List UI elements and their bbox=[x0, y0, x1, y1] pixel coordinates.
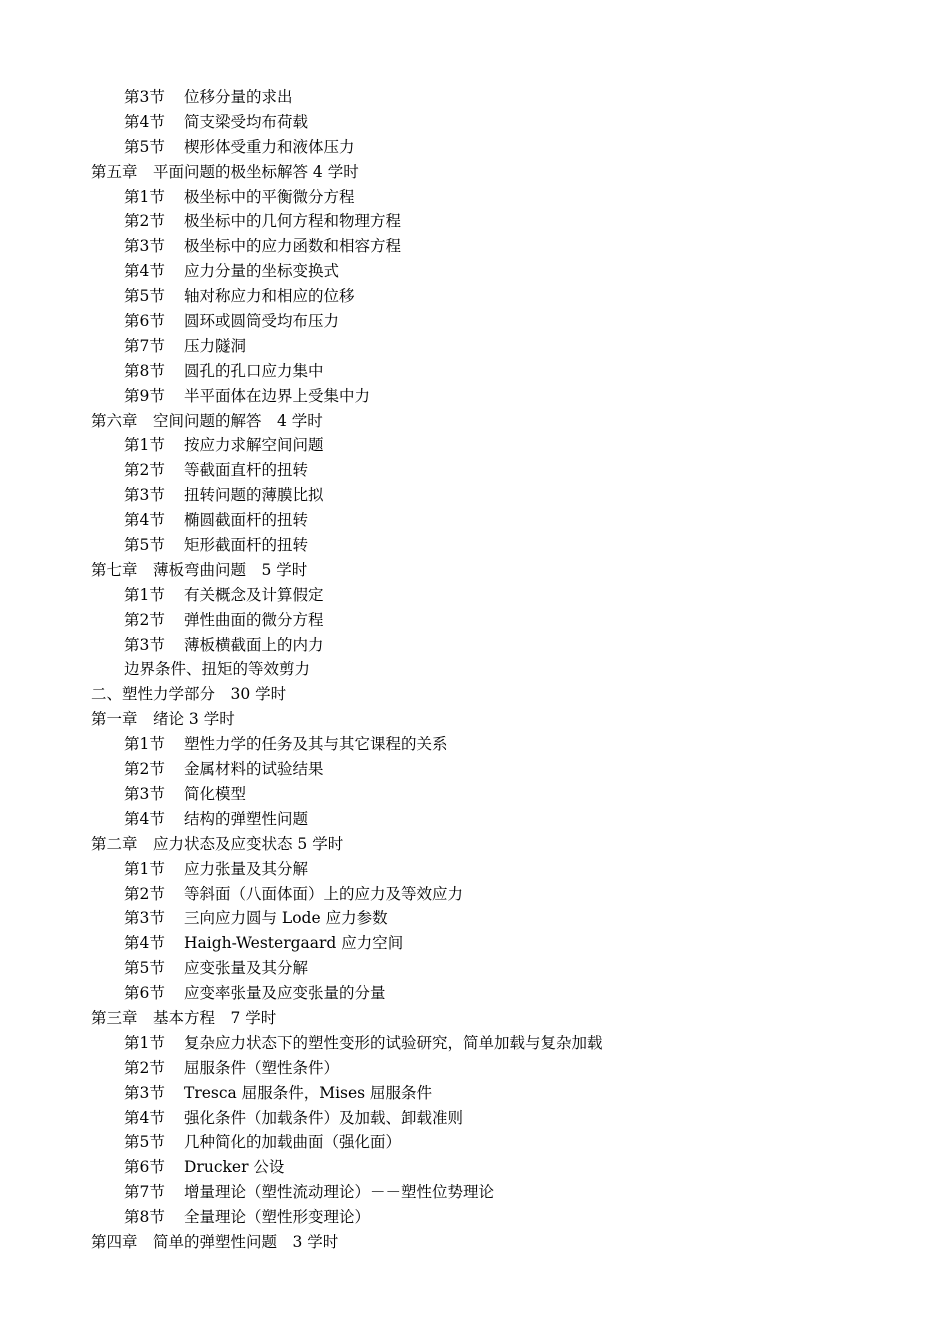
section-number: 第7节 bbox=[124, 1183, 165, 1202]
section-title: 圆环或圆筒受均布压力 bbox=[184, 312, 340, 331]
section-title: 极坐标中的平衡微分方程 bbox=[184, 187, 355, 206]
section-title: Haigh-Westergaard 应力空间 bbox=[184, 934, 404, 953]
section-title: 结构的弹塑性问题 bbox=[184, 809, 309, 828]
section-number: 第4节 bbox=[124, 262, 165, 281]
section-number: 第2节 bbox=[124, 1058, 165, 1077]
section-number: 第1节 bbox=[124, 187, 165, 206]
section-title: 椭圆截面杆的扭转 bbox=[184, 511, 309, 530]
section-number: 第4节 bbox=[124, 934, 165, 953]
section-number: 第8节 bbox=[124, 361, 165, 380]
section-title: 楔形体受重力和液体压力 bbox=[184, 137, 355, 156]
section-title: 简化模型 bbox=[184, 784, 247, 803]
chapter-heading: 二、塑性力学部分 30 学时 bbox=[91, 685, 287, 704]
section-title: 按应力求解空间问题 bbox=[184, 436, 324, 455]
section-title: 弹性曲面的微分方程 bbox=[184, 610, 324, 629]
section-title: 三向应力圆与 Lode 应力参数 bbox=[184, 909, 388, 928]
section-line bbox=[0, 608, 950, 633]
section-number: 第3节 bbox=[124, 486, 165, 505]
section-line bbox=[0, 334, 950, 359]
section-number: 第2节 bbox=[124, 610, 165, 629]
section-number: 第1节 bbox=[124, 859, 165, 878]
section-line bbox=[0, 981, 950, 1006]
section-title: 位移分量的求出 bbox=[184, 88, 293, 106]
chapter-heading: 第七章 薄板弯曲问题 5 学时 bbox=[91, 560, 308, 579]
document-page bbox=[0, 85, 950, 1255]
section-number: 第4节 bbox=[124, 112, 165, 131]
section-title: 简支梁受均布荷载 bbox=[184, 112, 309, 131]
section-title: 强化条件（加载条件）及加载、卸载准则 bbox=[184, 1108, 464, 1127]
section-title: 半平面体在边界上受集中力 bbox=[184, 386, 371, 405]
section-line bbox=[0, 110, 950, 135]
section-title: 压力隧洞 bbox=[184, 336, 247, 355]
section-line bbox=[0, 956, 950, 981]
section-title: 应力张量及其分解 bbox=[184, 859, 309, 878]
section-line bbox=[0, 483, 950, 508]
section-line bbox=[0, 533, 950, 558]
chapter-heading: 第二章 应力状态及应变状态 5 学时 bbox=[91, 834, 344, 853]
section-title: 薄板横截面上的内力 bbox=[184, 635, 324, 654]
section-title: 圆孔的孔口应力集中 bbox=[184, 361, 324, 380]
section-number: 第3节 bbox=[124, 88, 165, 106]
section-line bbox=[0, 135, 950, 160]
section-number: 第2节 bbox=[124, 461, 165, 480]
section-line bbox=[0, 732, 950, 757]
section-number: 第5节 bbox=[124, 536, 165, 555]
section-number: 第1节 bbox=[124, 585, 165, 604]
section-number: 第5节 bbox=[124, 287, 165, 306]
text-line: 边界条件、扭矩的等效剪力 bbox=[124, 660, 311, 679]
section-title: 复杂应力状态下的塑性变形的试验研究，简单加载与复杂加载 bbox=[184, 1033, 603, 1052]
section-number: 第3节 bbox=[124, 635, 165, 654]
section-number: 第6节 bbox=[124, 312, 165, 331]
section-line bbox=[0, 359, 950, 384]
section-title: 等斜面（八面体面）上的应力及等效应力 bbox=[184, 884, 464, 903]
section-number: 第1节 bbox=[124, 1033, 165, 1052]
section-title: 应变率张量及应变张量的分量 bbox=[184, 984, 386, 1003]
chapter-heading: 第一章 绪论 3 学时 bbox=[91, 710, 235, 729]
chapter-heading: 第四章 简单的弹塑性问题 3 学时 bbox=[91, 1232, 339, 1251]
section-line bbox=[0, 857, 950, 882]
section-number: 第7节 bbox=[124, 336, 165, 355]
section-title: 几种简化的加载曲面（强化面） bbox=[184, 1133, 402, 1152]
section-number: 第5节 bbox=[124, 137, 165, 156]
section-number: 第4节 bbox=[124, 1108, 165, 1127]
section-line bbox=[0, 757, 950, 782]
section-title: 金属材料的试验结果 bbox=[184, 760, 324, 779]
section-line bbox=[0, 1180, 950, 1205]
section-number: 第5节 bbox=[124, 959, 165, 978]
section-title: 极坐标中的几何方程和物理方程 bbox=[184, 212, 402, 231]
section-title: 全量理论（塑性形变理论） bbox=[184, 1208, 371, 1227]
section-number: 第2节 bbox=[124, 884, 165, 903]
section-number: 第3节 bbox=[124, 1083, 165, 1102]
chapter-heading: 第三章 基本方程 7 学时 bbox=[91, 1008, 277, 1027]
section-line bbox=[0, 209, 950, 234]
chapter-heading: 第五章 平面问题的极坐标解答 4 学时 bbox=[91, 162, 359, 181]
section-title: Drucker 公设 bbox=[184, 1158, 285, 1177]
section-line bbox=[0, 458, 950, 483]
section-line bbox=[0, 1130, 950, 1155]
section-title: 塑性力学的任务及其与其它课程的关系 bbox=[184, 735, 448, 754]
section-line bbox=[0, 882, 950, 907]
section-line bbox=[0, 1081, 950, 1106]
section-line bbox=[0, 185, 950, 210]
section-line bbox=[0, 508, 950, 533]
section-number: 第2节 bbox=[124, 212, 165, 231]
section-number: 第3节 bbox=[124, 909, 165, 928]
section-number: 第9节 bbox=[124, 386, 165, 405]
section-number: 第2节 bbox=[124, 760, 165, 779]
section-line bbox=[0, 259, 950, 284]
section-line bbox=[0, 85, 950, 110]
section-number: 第6节 bbox=[124, 984, 165, 1003]
section-number: 第8节 bbox=[124, 1208, 165, 1227]
section-title: 扭转问题的薄膜比拟 bbox=[184, 486, 324, 505]
section-line bbox=[0, 1205, 950, 1230]
section-title: Tresca 屈服条件，Mises 屈服条件 bbox=[184, 1083, 433, 1102]
section-number: 第3节 bbox=[124, 784, 165, 803]
section-title: 应变张量及其分解 bbox=[184, 959, 309, 978]
section-line bbox=[0, 1155, 950, 1180]
section-title: 极坐标中的应力函数和相容方程 bbox=[184, 237, 402, 256]
section-number: 第5节 bbox=[124, 1133, 165, 1152]
section-title: 轴对称应力和相应的位移 bbox=[184, 287, 355, 306]
section-number: 第6节 bbox=[124, 1158, 165, 1177]
section-line bbox=[0, 931, 950, 956]
section-number: 第3节 bbox=[124, 237, 165, 256]
section-line bbox=[0, 906, 950, 931]
section-title: 有关概念及计算假定 bbox=[184, 585, 324, 604]
section-title: 屈服条件（塑性条件） bbox=[184, 1058, 340, 1077]
section-line bbox=[0, 309, 950, 334]
section-line bbox=[0, 807, 950, 832]
section-line bbox=[0, 1106, 950, 1131]
section-title: 矩形截面杆的扭转 bbox=[184, 536, 309, 555]
section-line bbox=[0, 583, 950, 608]
section-title: 增量理论（塑性流动理论）－－塑性位势理论 bbox=[184, 1183, 495, 1202]
section-line bbox=[0, 1056, 950, 1081]
section-title: 应力分量的坐标变换式 bbox=[184, 262, 340, 281]
section-line bbox=[0, 384, 950, 409]
section-line bbox=[0, 1031, 950, 1056]
section-line bbox=[0, 433, 950, 458]
section-line bbox=[0, 234, 950, 259]
section-line bbox=[0, 284, 950, 309]
chapter-heading: 第六章 空间问题的解答 4 学时 bbox=[91, 411, 323, 430]
section-number: 第1节 bbox=[124, 436, 165, 455]
section-line bbox=[0, 782, 950, 807]
section-number: 第4节 bbox=[124, 809, 165, 828]
section-number: 第1节 bbox=[124, 735, 165, 754]
section-title: 等截面直杆的扭转 bbox=[184, 461, 309, 480]
section-number: 第4节 bbox=[124, 511, 165, 530]
section-line bbox=[0, 633, 950, 658]
